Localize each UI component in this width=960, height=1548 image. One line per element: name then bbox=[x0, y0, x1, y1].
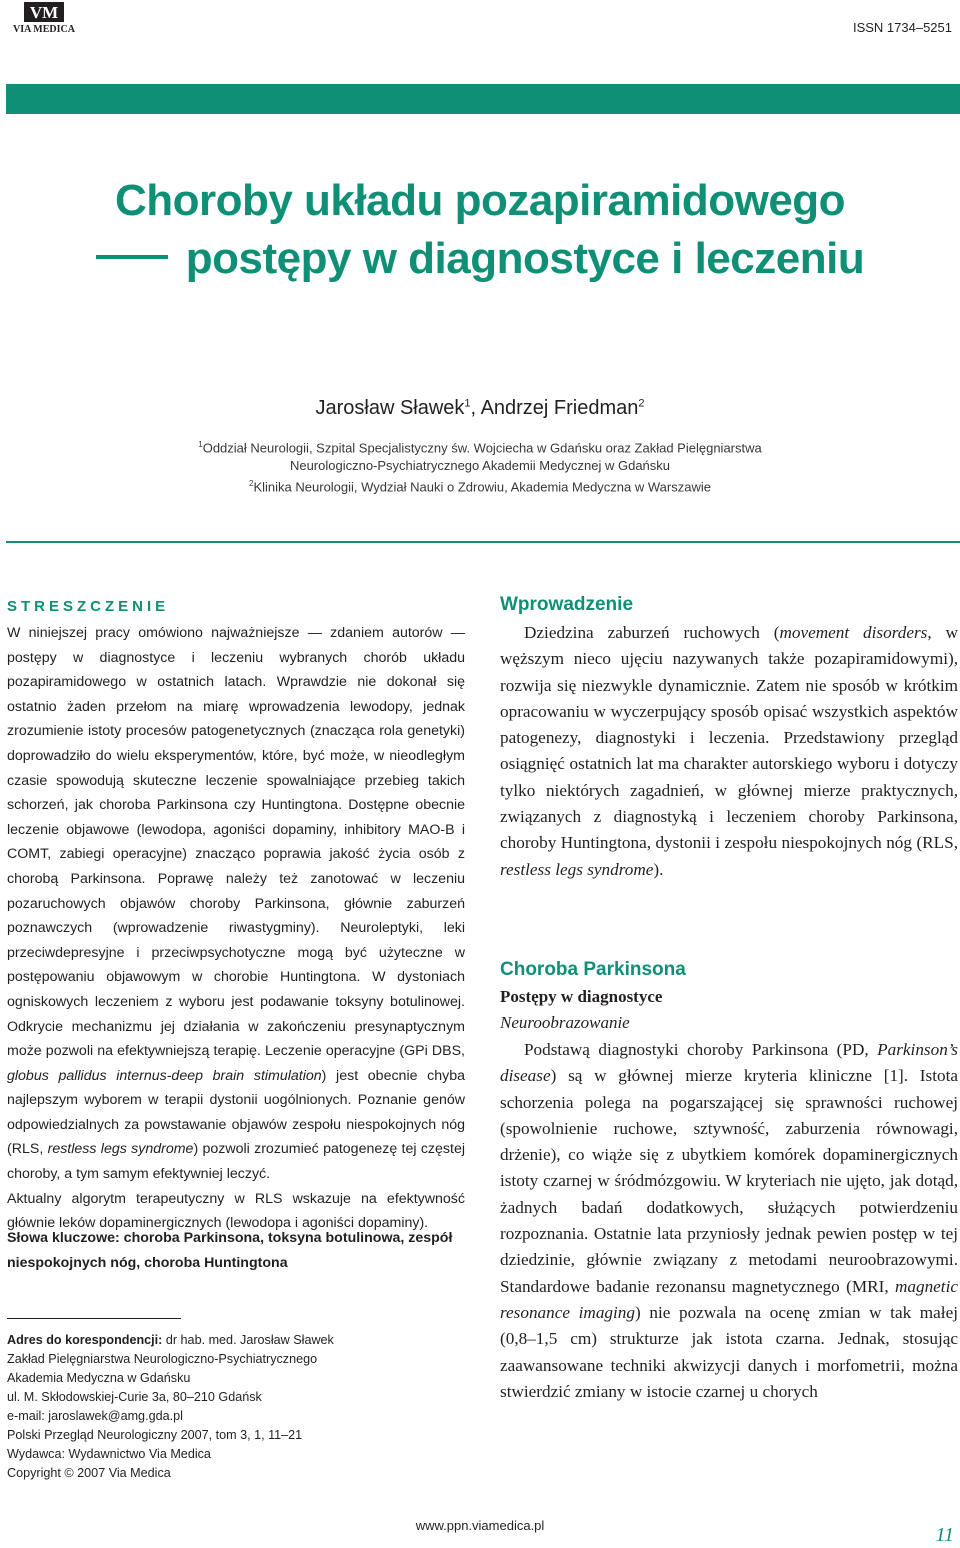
issn: ISSN 1734–5251 bbox=[852, 20, 952, 35]
corr-journal: Polski Przegląd Neurologiczny 2007, tom 3, 1, 11–21 bbox=[7, 1428, 303, 1442]
parkinson-paragraph: Podstawą diagnostyki choroby Parkinsona (PD, Parkinson’s disease) są w głównej mierze kryteria kliniczne [1]. Istota schorzenia polega na pogarszającej się sprawności ruchowej (spowolnienie ruchowe, sztywność, zaburzenia równowagi, drżenie), co wiąże się z ubytkiem komórek dopaminergicznych istoty czarnej w śródmózgowiu. W kryteriach nie ujęto, jak dotąd, żadnych badań dodatkowych, służących potwierdzeniu rozpoznania. Ostatnie lata przyniosły jednak pewien postęp w tej dziedzinie, głównie związany z metodami neuroobrazowymi. Standardowe badanie rezonansu magnetycznego (MRI, magnetic resonance imaging) nie pozwala na ocenę zmian w tak małej (0,8–1,5 cm) strukturze jak istota czarna. Jednak, stosując zaawansowane techniki akwizycji danych i morfometrii, można stwierdzić zmiany w istocie czarnej u chorych bbox=[500, 1040, 958, 1401]
affil-line-2: Neurologiczno-Psychiatrycznego Akademii Medycznej w Gdańsku bbox=[289, 458, 671, 474]
affiliations bbox=[0, 436, 960, 497]
correspondence-rule bbox=[7, 1318, 181, 1319]
page-number: 11 bbox=[935, 1524, 954, 1546]
header-band bbox=[6, 84, 960, 114]
author-2-sup: 2 bbox=[638, 397, 645, 410]
title-line-2 bbox=[0, 230, 960, 288]
affil-sup-2: 2 bbox=[249, 479, 254, 489]
corr-line-3: Akademia Medyczna w Gdańsku bbox=[7, 1371, 191, 1385]
parkinson-subheading: Postępy w diagnostyce bbox=[500, 987, 663, 1006]
affil-line-1: $^1$Oddział Neurologii, Szpital Specjalistyczny św. Wojciecha w Gdańsku oraz Zakład Pielęgniarstwa bbox=[198, 440, 762, 456]
intro-heading: Wprowadzenie bbox=[500, 594, 634, 615]
parkinson-body bbox=[500, 1037, 958, 1405]
keywords: Słowa kluczowe: choroba Parkinsona, toksyna botulinowa, zespół niespokojnych nóg, choroba Huntingtona bbox=[7, 1230, 453, 1271]
parkinson-subsubheading: Neuroobrazowanie bbox=[500, 1013, 630, 1032]
title-dash bbox=[96, 255, 168, 259]
logo-text: VIA MEDICA bbox=[13, 24, 75, 34]
title-line-1: Choroby układu pozapiramidowego bbox=[114, 176, 846, 225]
author-sep: , bbox=[470, 397, 481, 419]
corr-line-1: Adres do korespondencji: dr hab. med. Jarosław Sławek bbox=[7, 1333, 334, 1347]
footer-url[interactable]: www.ppn.viamedica.pl bbox=[415, 1518, 545, 1533]
parkinson-heading: Choroba Parkinsona bbox=[500, 959, 686, 980]
author-1: Jarosław Sławek bbox=[315, 397, 465, 419]
corr-line-2: Zakład Pielęgniarstwa Neurologiczno-Psychiatrycznego bbox=[7, 1352, 318, 1366]
authors bbox=[0, 397, 960, 420]
article-title bbox=[0, 172, 960, 288]
affil-sup-1: 1 bbox=[198, 440, 203, 449]
corr-publisher: Wydawca: Wydawnictwo Via Medica bbox=[7, 1447, 211, 1461]
corr-email: e-mail: jaroslawek@amg.gda.pl bbox=[7, 1409, 183, 1423]
via-medica-logo bbox=[8, 2, 80, 34]
affil-line-3: $^2$Klinika Neurologii, Wydział Nauki o Zdrowiu, Akademia Medyczna w Warszawie bbox=[249, 479, 711, 495]
author-1-sup: 1 bbox=[464, 397, 471, 410]
corr-copyright: Copyright © 2007 Via Medica bbox=[7, 1466, 171, 1480]
abstract-paragraph-1: W niniejszej pracy omówiono najważniejsze — zdaniem autorów — postępy w diagnostyce i leczeniu wybranych chorób układu pozapiramidowego w ostatnich latach. Wprawdzie nie dokonał się ostatnio żaden przełom na miarę wprowadzenia lewodopy, jednak zrozumienie istoty procesów patogenetycznych (znacząca rola genetyki) doprowadziło do wielu eksperymentów, które, być może, w nieodległym czasie spowodują skuteczne leczenie spowalniające przebieg takich schorzeń, jak choroba Parkinsona czy Huntingtona. Dostępne obecnie leczenie objawowe (lewodopa, agoniści dopaminy, inhibitory MAO-B i COMT, zabiegi operacyjne) znacząco poprawia jakość życia osób z chorobą Parkinsona. Poprawę należy też zanotować w leczeniu pozaruchowych objawów choroby Parkinsona, głównie zaburzeń poznawczych (wprowadzenie riwastygminy). Neuroleptyki, leki przeciwdepresyjne i przeciwpsychotyczne mogą być użyteczne w postępowaniu objawowym w chorobie Huntingtona. W dystoniach ogniskowych leczeniem z wyboru jest podawanie toksyny botulinowej. Odkrycie mechanizmu jej działania w zakończeniu presynaptycznym może pozwoli na efektywniejszą terapię. Leczenie operacyjne (GPi DBS, globus pallidus internus-deep brain stimulation) jest obecnie chyba najlepszym wyborem w terapii dystonii uogólnionych. Poznanie genów odpowiedzialnych za powstawanie objawów zespołu niespokojnych nóg (RLS, restless legs syndrome) pozwoli zrozumieć patogenezę tej częstej choroby, a tym samym efektywniej leczyć. bbox=[7, 625, 465, 1183]
abstract-body bbox=[7, 621, 465, 1236]
corr-line-4: ul. M. Skłodowskiej-Curie 3a, 80–210 Gdańsk bbox=[7, 1390, 262, 1404]
intro-body bbox=[500, 620, 958, 883]
divider bbox=[6, 541, 960, 543]
logo-monogram: VM bbox=[29, 3, 59, 22]
abstract-paragraph-2: Aktualny algorytm terapeutyczny w RLS wskazuje na efektywność głównie leków dopaminergicznych (lewodopa i agoniści dopaminy). bbox=[7, 1190, 465, 1232]
title-line-2-text: postępy w diagnostyce i leczeniu bbox=[185, 234, 865, 283]
correspondence bbox=[7, 1331, 447, 1483]
author-2: Andrzej Friedman bbox=[480, 397, 639, 419]
intro-paragraph: Dziedzina zaburzeń ruchowych (movement disorders, w węższym nieco ujęciu nazywanych także pozapiramidowymi), rozwija się niezwykle dynamicznie. Zatem nie sposób w krótkim opracowaniu w wyczerpujący sposób opisać wszystkich aspektów patogenezy, diagnostyki i leczenia. Przedstawiony przegląd osiągnięć ostatnich lat ma charakter autorskiego wyboru i dotyczy tylko niektórych zagadnień, w głównej mierze praktycznych, związanych z diagnostyką i leczeniem choroby Parkinsona, choroby Huntingtona, dystonii i zespołu niespokojnych nóg (RLS, restless legs syndrome). bbox=[500, 623, 958, 879]
abstract-heading: STRESZCZENIE bbox=[7, 598, 170, 615]
